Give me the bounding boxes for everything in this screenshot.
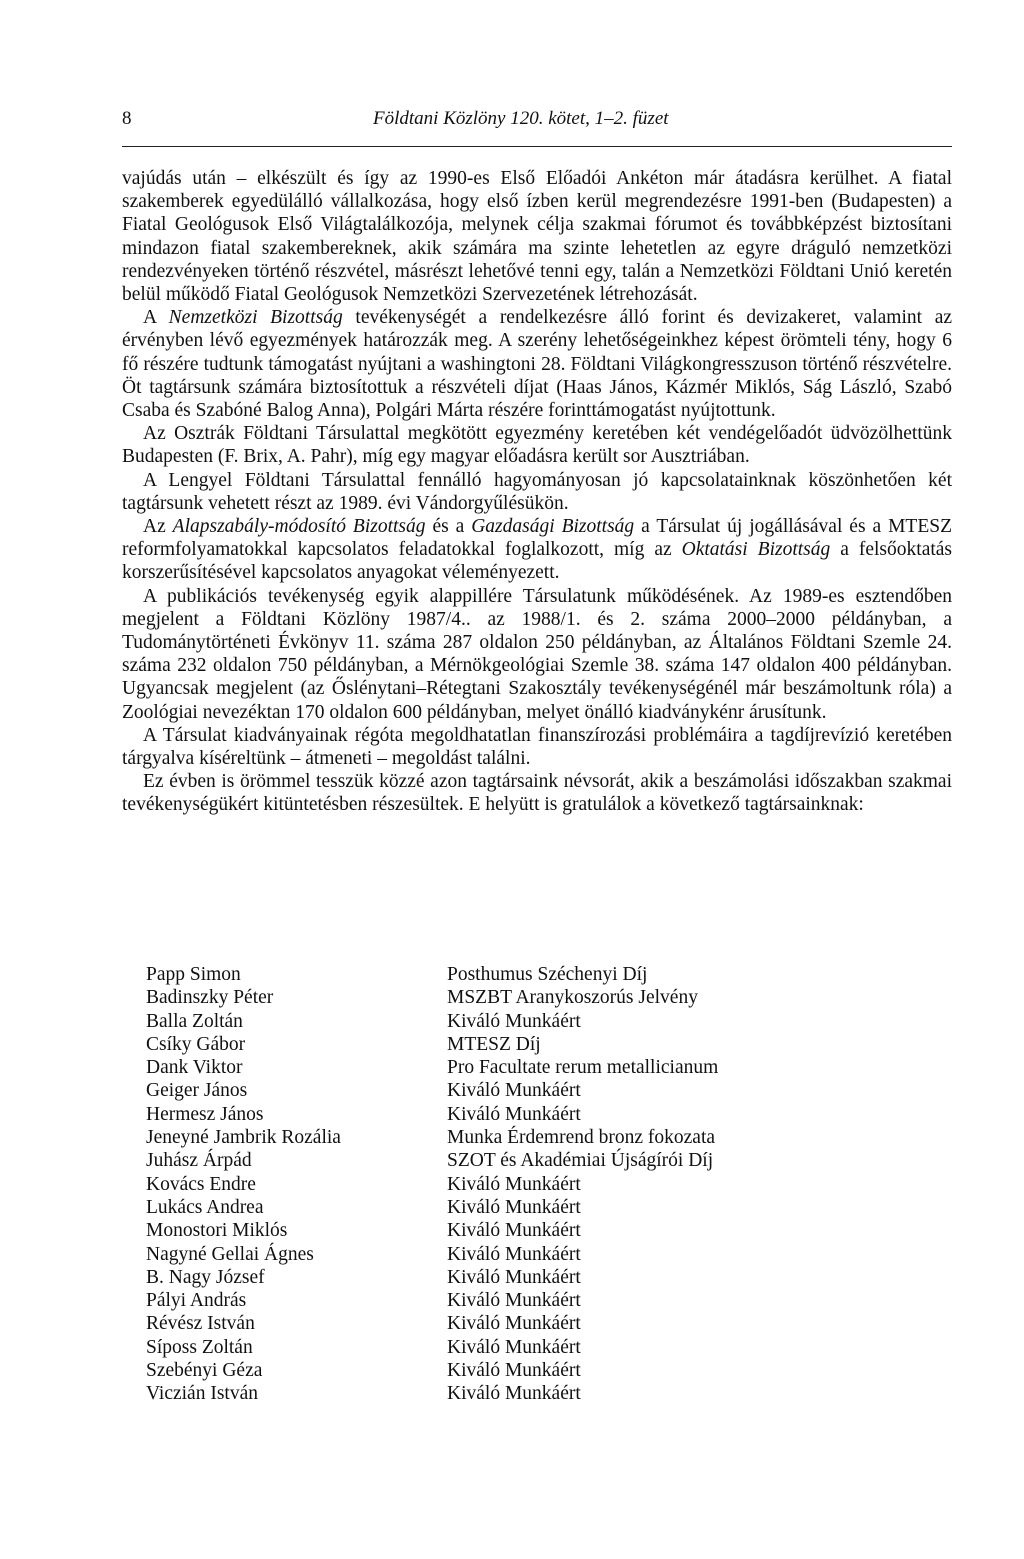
body-paragraph	[122, 585, 952, 724]
award-row	[146, 1359, 846, 1382]
text-segment: Az	[143, 516, 173, 538]
award-title: MTESZ Díj	[447, 1033, 541, 1055]
award-row	[146, 986, 846, 1009]
awardee-name: Viczián István	[146, 1383, 258, 1405]
italic-segment: Oktatási Bizottság	[681, 539, 831, 561]
awardee-name: Szebényi Géza	[146, 1360, 263, 1382]
awardee-name: Nagyné Gellai Ágnes	[146, 1243, 314, 1265]
awards-list	[146, 963, 846, 1406]
award-title: Kiváló Munkáért	[447, 1220, 581, 1242]
awardee-name: Geiger János	[146, 1080, 248, 1102]
text-segment: a Társulat új jogállásával és a MTESZ reformfolyamatokkal kapcsolatos feladatokkal foglalkozott, míg az	[122, 516, 952, 561]
body-paragraph	[122, 724, 952, 770]
award-row	[146, 1289, 846, 1312]
awardee-name: Balla Zoltán	[146, 1010, 243, 1032]
text-segment: Az Osztrák Földtani Társulattal megkötött egyezmény keretében két vendégelőadót üdvözölhettünk Budapesten (F. Brix, A. Pahr), míg egy magyar előadásra került sor Ausztriában.	[122, 423, 952, 468]
award-row	[146, 1079, 846, 1102]
awardee-name: Juhász Árpád	[146, 1150, 252, 1172]
running-title: Földtani Közlöny 120. kötet, 1–2. füzet	[373, 108, 669, 129]
awardee-name: Monostori Miklós	[146, 1220, 288, 1242]
text-segment: A Társulat kiadványainak régóta megoldhatatlan finanszírozási problémáira a tagdíjrevízió keretében tárgyalva kíséreltünk – átmeneti – megoldást találni.	[122, 724, 952, 770]
awardee-name: Hermesz János	[146, 1103, 264, 1125]
award-row	[146, 1336, 846, 1359]
page-number: 8	[122, 108, 132, 129]
award-row	[146, 1243, 846, 1266]
awardee-name: Kovács Endre	[146, 1173, 256, 1195]
award-row	[146, 1033, 846, 1056]
award-row	[146, 1149, 846, 1172]
award-row	[146, 1196, 846, 1219]
awardee-name: Lukács Andrea	[146, 1196, 264, 1218]
awardee-name: Papp Simon	[146, 964, 241, 985]
text-segment: Ez évben is örömmel tesszük közzé azon tagtársaink névsorát, akik a beszámolási időszakban szakmai tevékenységükért kitüntetésben részesültek. E helyütt is gratulálok a következő tagtársainknak:	[122, 771, 952, 816]
body-paragraph	[122, 515, 952, 585]
award-row	[146, 1010, 846, 1033]
body-paragraph	[122, 306, 952, 422]
text-segment: A	[143, 307, 169, 329]
award-title: Kiváló Munkáért	[447, 1313, 581, 1335]
award-title: Kiváló Munkáért	[447, 1080, 581, 1102]
awardee-name: Síposs Zoltán	[146, 1336, 253, 1358]
award-row	[146, 1056, 846, 1079]
award-title: Munka Érdemrend bronz fokozata	[447, 1127, 716, 1149]
award-row	[146, 963, 846, 986]
award-title: Kiváló Munkáért	[447, 1010, 581, 1032]
body-paragraph	[122, 422, 952, 468]
awardee-name: Badinszky Péter	[146, 987, 274, 1009]
award-row	[146, 1126, 846, 1149]
awardee-name: Dank Viktor	[146, 1057, 243, 1079]
award-title: Kiváló Munkáért	[447, 1103, 581, 1125]
awardee-name: Révész István	[146, 1313, 255, 1335]
body-paragraph	[122, 469, 952, 515]
italic-segment: Gazdasági Bizottság	[471, 516, 635, 538]
text-segment: vajúdás után – elkészült és így az 1990-es Első Előadói Ankéton már átadásra kerülhet. A fiatal szakemberek egyedülálló vállalkozása, hogy első ízben kerül megrendezésre 1991-ben (Budapesten) a Fiatal Geológusok Első Világtalálkozója, melynek célja szakmai fórumot és továbbképzést biztosítani mindazon fiatal szakembereknek, akik számára ma szinte lehetetlen az egyre dráguló nemzetközi rendezvényeken történő részvétel, másrészt lehetővé tenni egy, talán a Nemzetközi Földtani Unió keretén belül működő Fiatal Geológusok Nemzetközi Szervezetének létrehozását.	[122, 168, 952, 306]
award-row	[146, 1219, 846, 1242]
body-paragraph	[122, 770, 952, 816]
italic-segment: Alapszabály-módosító Bizottság	[172, 516, 426, 538]
text-segment: tevékenységét a rendelkezésre álló forint és devizakeret, valamint az érvényben lévő egyezmények határozzák meg. A szerény lehetőségeinkhez képest örömteli tény, hogy 6 fő részére tudtunk támogatást nyújtani a washingtoni 28. Földtani Világkongresszuson történő részvételre. Öt tagtársunk számára biztosítottuk a részvételi díjat (Haas János, Kázmér Miklós, Ság László, Szabó Csaba és Szabóné Balog Anna), Polgári Márta részére forinttámogatást nyújtottunk.	[122, 307, 952, 422]
award-row	[146, 1103, 846, 1126]
awardee-name: Jeneyné Jambrik Rozália	[146, 1127, 341, 1149]
award-title: Kiváló Munkáért	[447, 1336, 581, 1358]
award-title: Kiváló Munkáért	[447, 1266, 581, 1288]
award-row	[146, 1312, 846, 1335]
text-segment: A publikációs tevékenység egyik alappillére Társulatunk működésének. Az 1989-es esztendőben megjelent a Földtani Közlöny 1987/4.. az 1988/1. és 2. száma 2000–2000 példányban, a Tudománytörténeti Évkönyv 11. száma 287 oldalon 250 példányban, az Általános Földtani Szemle 24. száma 232 oldalon 750 példányban, a Mérnökgeológiai Szemle 38. száma 147 oldalon 400 példányban. Ugyancsak megjelent (az Őslénytani–Rétegtani Szakosztály tevékenységénél már beszámoltunk róla) a Zoológiai nevezéktan 170 oldalon 600 példányban, melyet önálló kiadványkénr árusítunk.	[122, 585, 952, 723]
awardee-name: B. Nagy József	[146, 1266, 265, 1288]
body-text	[122, 167, 952, 817]
award-row	[146, 1173, 846, 1196]
text-segment: A Lengyel Földtani Társulattal fennálló hagyományosan jó kapcsolatainknak köszönhetően két tagtársunk vehetett részt az 1989. évi Vándorgyűlésükön.	[122, 469, 952, 514]
award-title: MSZBT Aranykoszorús Jelvény	[447, 987, 698, 1009]
header-divider	[122, 146, 952, 147]
text-segment: és a	[425, 516, 472, 538]
italic-segment: Nemzetközi Bizottság	[168, 307, 343, 329]
award-title: Kiváló Munkáért	[447, 1383, 581, 1405]
award-title: Posthumus Széchenyi Díj	[447, 964, 648, 985]
body-paragraph	[122, 167, 952, 306]
award-row	[146, 1382, 846, 1405]
award-title: Kiváló Munkáért	[447, 1243, 581, 1265]
award-row	[146, 1266, 846, 1289]
awardee-name: Csíky Gábor	[146, 1033, 246, 1055]
award-title: Pro Facultate rerum metallicianum	[447, 1057, 719, 1079]
page-header	[122, 108, 952, 138]
award-title: Kiváló Munkáért	[447, 1360, 581, 1382]
text-segment: a felsőoktatás korszerűsítésével kapcsolatos anyagokat véleményezett.	[122, 539, 953, 584]
awardee-name: Pályi András	[146, 1290, 247, 1312]
award-title: Kiváló Munkáért	[447, 1196, 581, 1218]
award-title: SZOT és Akadémiai Újságírói Díj	[447, 1150, 714, 1172]
award-title: Kiváló Munkáért	[447, 1290, 581, 1312]
award-title: Kiváló Munkáért	[447, 1173, 581, 1195]
